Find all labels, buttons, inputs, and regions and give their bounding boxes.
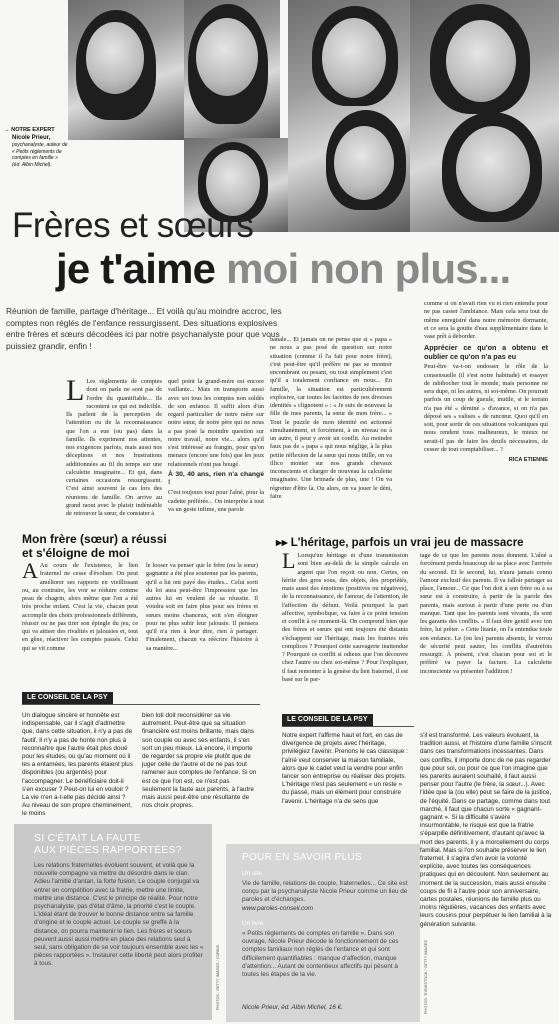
info-site-label: Un site (242, 870, 262, 877)
expert-name: Nicole Prieur, (12, 135, 51, 141)
photo-sisters-1 (68, 0, 186, 140)
right-drop-cap: L (282, 548, 296, 573)
photo-sisters-2 (184, 0, 280, 138)
col2-text: quel point la grand-mère est encore vaillante... Mais on transporte aussi avec soi tous les comptes non soldés de son enfance. Il suffit alors d'un regard particulier de notre mère sur notre sœur, de notre père qui ne nous a pas posé la moindre question sur notre travail, notre vie... alors qu'il s'est intéressé au frangin, pour qu'on menace (encore une fois) que les jeux relationnels n'ont pas bougé. (168, 378, 264, 468)
right-col-b: tage de ce que les parents nous donnent. L'aîné a forcément perdu beaucoup de sa place avec l'arrivée du second. Et le second, lui, n'aura jamais connu l'amour exclusif des parents. Il va falloir partager sa place, l'amour... Ce que l'on doit à son frère ou à sa sœur est à construire, à partir de la parole des parents, mais surtout à partir d'une perte ou d'un manque. Tant que les parents sont vivants, ils sont les garants des conflits. « Il faut être gentil avec ton frère, lui prêter. » Cette litanie, on l'a entendue toute son enfance. Le (ou les) parents absents, le verrou de sécurité peut sauter, les conflits d'autrefois ressurgir. À présent, c'est chacun pour soi et le préféré va payer la facture. La calculette inconsciente va présenter l'addition ! (420, 552, 552, 675)
left-advice-label: LE CONSEIL DE LA PSY (22, 692, 113, 704)
expert-caption (4, 127, 70, 168)
info-site-text: Vie de famille, relations de couple, fraternelles... Ce site est conçu par la psychanalyste Nicole Prieur comme un lieu de paroles et d'échanges. (242, 880, 408, 904)
expert-label: → NOTRE EXPERT (4, 127, 55, 133)
right-advice-rule (282, 726, 414, 727)
info-box-title: POUR EN SAVOIR PLUS (242, 852, 362, 863)
article-col-1 (66, 374, 162, 518)
photo-sisters-3 (288, 0, 410, 232)
headline-gray-part: moi non plus... (226, 245, 511, 292)
right-section-title (276, 536, 556, 550)
sidebar-body: Les relations fraternelles évoluent souvent, et voilà que la nouvelle compagne va mettre du désordre dans le clan. Adieu l'amitié d'antan, la forte fusion. Le couple conjugal va entrer en compétition avec la fratrie, mettre une limite, mettre une distance. C'est le principe de réalité. Pour notre psychanalyste, pas d'état d'âme, la priorité c'est le couple. L'idéal étant de trouver le bonne distance entre sa famille d'origine et le couple actuel. Le couple se greffe à la distance, on pourra maintenir le lien. Les frères et sœurs peuvent aussi aussi mettre en place des relations seul à seul, sans obligation de se voir toujours ensemble avec les « pièces rapportées ». Instaurer cette liberté peut alors profiter à tous. (34, 862, 204, 968)
left-title-line1: Mon frère (sœur) a réussi (22, 532, 167, 546)
right-title-text: L'héritage, parfois un vrai jeu de massacre (290, 537, 524, 549)
right-col-a-text: Lorsqu'un héritage et d'une transmission sont bien au-delà de la simple calcule en argent que l'on reçoit ou non. Certes, on hérite des gros sous, des objets, des propriétés, mais aussi des émotions (positives ou négatives), de la reconnaissance, de l'amour, de l'attention, de l'affection du défunt. Voilà pourquoi la part affective, symbolique, va faire à ce point tension et conflit à ce moment-là. On comprend bien que des frères et sœurs qui ont toujours été distants s'échappent sur l'héritage, mais les fratries très complices ? Pourquoi cette sauvagerie inattendue ? Pourquoi ce conflit si odieux que l'on découvre chez l'autre ou chez soi-même ? Pour l'expliquer, il faut remonter à la genèse du lien fraternel, il est basé sur le par- (282, 552, 408, 683)
left-col-a (22, 558, 138, 653)
left-col-a-text: Au cours de l'existence, le lien fraternel ne cesse d'évoluer. On peut améliorer ses rapports en vieillissant ou, au contraire, les voir se réduire comme peau de chagrin, alors même que l'on a été très proche enfant. C'est la vie, chacun peut accomplir des choix professionnels différents, réussir ou ne pas tirer son épingle du jeu, ce qui va attiser des rivalités et jalousies et, tout en gêne, réactiver les comptes passés. Celui qui se vit comme (22, 562, 138, 652)
intro-text: Réunion de famille, partage d'héritage... Et voilà qu'au moindre accroc, les comptes non réglés de l'enfance ressurgissent. Des situations explosives entre frères et sœurs décodées ici par notre psychanalyste pour que vous puissiez grandir, enfin ! (6, 306, 282, 351)
article-col-3 (270, 336, 392, 503)
col1-text: Les règlements de comptes dont on parle ne sont pas de l'ordre du quantifiable... Ils racontent ce qui est indicible. Ils parlent de la perception de l'attention ou de la reconnaissance que l'on a eue (ou pas) dans la famille. Ils expriment nos attentes, nos exigences parfois, mais aussi nos déceptions et nos frustrations additionnées au fil du temps sur une calculette imaginaire... Et qui, dans certaines occasions ressurgissent. C'est ainsi souvent le cas lors des réunions de famille. On arrive au grand raout avec le plaisir indéniable de retrouver la sœur, de constater à (66, 378, 162, 517)
info-book-ref: Nicole Prieur, éd. Albin Michel, 16 €. (242, 1004, 343, 1011)
photo-sisters-4 (410, 0, 559, 232)
left-col-b: le looser va penser que le frère (ou la sœur) gagnante a été plus soutenue par les parents, qu'il a lui ont payé des études... Celui sorti du lot aura peut-être l'impression que les autres lui en veulent de sa réussite. Il voudra soit en faire plus pour ses frères et sœurs moins chanceux, soit s'en éloigner pour ne plus subir leur jalousie. Il pensera qu'il n'a rien à leur dire, rien à partager. Finalement, chacun va réécrire l'histoire à sa manière... (146, 562, 258, 652)
col2b-text: C'est toujours tout pour l'aîné, pour la cadette préférée... On interprète à tout va un geste infime, une parole (168, 489, 264, 513)
expert-description: psychanalyste, auteur de « Petits règlements de comptes en famille » (12, 142, 68, 162)
col2-subhead: À 30, 40 ans, rien n'a changé ! (168, 470, 264, 486)
info-book-label: Un livre (242, 920, 264, 927)
article-col-2 (168, 378, 264, 516)
left-advice-col-a: Un dialogue sincère et honnête est indispensable, car il s'agit d'admettre que, dans cette situation, il n'y a pas de fautif. Il n'y a pas de honte non plus à reconnaître que l'autre était plus doué pour les études, ou qu'au moment où il les a entamées, les parents étaient plus disponibles (ou argentés) pour l'accompagner. Le bénéficiaire doit-il s'en excuser ? Peut-on lui en vouloir ? La vie n'en a-t-elle pas décidé ainsi ? Au niveau de son propre cheminement, le moins (22, 712, 133, 818)
col4b-text: Peut-être va-t-on endosser le rôle de la consensuelle (il s'est notre habitude) et essayer de rabibocher tout le monde, mais personne ne sera dupe, ni les autres, ni soi-même. On pourrait parfois un coup de gueule, inutile, si le terrain n'a pas été « déminé » d'avance, si on n'a pas déposé ses « valises » de rancœur. Quoi qu'il en soit, pour sortir de ces situations volcaniques qui nous rendent tous malheureux, le mieux ne serait-il pas de faire les deuils nécessaires, de cesser de tout comptabiliser... ? (424, 363, 548, 453)
right-advice-col-a: Notre expert l'affirme haut et fort, en cas de divergence de projets avec l'héritage, privilégiez l'avenir. Prenons le cas classique : l'aîné veut conserver la maison familiale, alors que le cadet veut la vendre pour enfin lancer son entreprise ou réaliser des projets. L'héritage n'est pas seulement « un reste » du passé, mais un élément pour construire l'avenir. L'héritage n'a de sens que (282, 732, 408, 805)
article-col-4 (424, 300, 548, 466)
info-site-url[interactable]: www.paroles-conseil.com (242, 905, 314, 912)
sidebar-credit: PHOTOS : GETTY IMAGES / CORBIS (216, 944, 220, 1010)
left-drop-cap: A (22, 558, 38, 583)
sidebar-box (14, 824, 212, 1020)
byline: RICA ETIENNE (508, 457, 548, 463)
info-box-credit: PHOTOS: THINKSTOCK / GETTY IMAGES (424, 940, 428, 1014)
col1-drop-cap: L (66, 374, 85, 407)
sidebar-title-line1: SI C'ÉTAIT LA FAUTE (34, 832, 141, 844)
left-advice-rule (22, 704, 260, 705)
info-book-text: « Petits règlements de comptes en famille ». Dans son ouvrage, Nicole Prieur décode le fonctionnement de ces comptes familiaux non réglés de l'enfance et qui sont difficilement quantifiables : manque d'affection, manque d'attention... Autant de contentieux affectifs qui pèsent à toutes les étapes de la vie. (242, 930, 399, 979)
expert-publisher: (éd. Albin Michel). (12, 161, 52, 168)
info-box (226, 844, 420, 1022)
headline-line2 (56, 244, 510, 294)
right-advice-col-b: s'il est transformé. Les valeurs évoluent, la tradition aussi, et l'histoire d'une famille s'inscrit dans ces transformations incessantes. Dans ces conflits, il importe donc de ne pas regarder que pour soi, ou pour ce que l'on imagine que les parents auraient souhaité, il faut aussi penser pour l'autre (le frère, la sœur...). Avec l'idée que la (ou elle) peut se faire de la justice, de l'équité. Dans ce partage, comme dans tout marché, il faut que chacun sorte « gagnant-gagnant ». Si la difficulté s'avère insurmontable, le risque est que la fratrie s'éparpille définitivement, d'autant qu'avec la mort des parents, il y a morcellement du corps familial. Mais si l'on souhaite préserver le lien fraternel, il s'agira d'en avoir la volonté explicite, avec toutes les conséquences pratiques qui en découlent. Non seulement au moment de la succession, mais aussi ensuite : coups de fil à l'autre pour son anniversaire, cartes postales, réunions de famille plus ou moins régulières, vacances des enfants avec leurs cousins pour perpétuer le lien familial à la génération suivante. (420, 732, 552, 928)
col3-text: banale... Et jamais on ne pense que si « papa » ne nous a pas posé de question sur notre situation (comme il l'a fait pour notre frère), c'est peut-être qu'il préfère ne pas se montrer encombrant ou pesant, ou tout simplement c'est qu'il a totalement confiance en nous... En famille, la situation est particulièrement explosive, car toutes les facettes de nos diverses identités « clignotent » : « Je suis de nouveau la fille de mes parents, la sœur de mon frère... » Tout le puzzle de mon identité est actionné simultanément, et forcément, à un niveau ou à un autre, il peut y avoir un conflit. Au moindre faux pas de « papa » qui nous néglige, à la plus petite réflexion de la sœur qui nous titille, on va illico monter sur nos grands chevaux inconscients et charger de nouveau la calculette imaginaire. Une brimade de plus, une ! On va régretter d'être là. Ou alors, on va jouer le déni, faire (270, 336, 392, 500)
col4-subhead: Apprécier ce qu'on a obtenu et oublier ce qu'on n'a pas eu (424, 343, 548, 362)
left-title-line2: et s'éloigne de moi (22, 546, 130, 560)
left-advice-col-b: bien loti doit reconsidérer sa vie autrement. Peut-être que sa situation financière est moins brillante, mais dans son couple ou avec ses enfants, il s'en sort un peu mieux. Là encore, il importe de regarder sa propre vie plutôt que de juger celle de l'autre et de ne pas tout ramener aux comptes de l'enfance. Si on est ce que l'on est, ce n'est pas seulement la faute aux parents, à l'autre mais aussi peut-être une résultante de nos choix propres. (142, 712, 257, 810)
right-col-a (282, 548, 408, 684)
sidebar-title (34, 832, 204, 856)
left-section-title (22, 532, 262, 560)
arrow-icon: ▸▸ (276, 537, 291, 549)
col4-text: comme si on n'avait rien vu et rien entendu pour ne pas casser l'ambiance. Mais cela sera tout de même enregistré dans notre mémoire dormante, et ce sera la goutte d'eau supplémentaire dans le vase prêt à déborder. (424, 300, 548, 340)
headline-dark-part: je t'aime (56, 245, 216, 292)
sidebar-title-line2: AUX PIÈCES RAPPORTÉES? (34, 844, 182, 856)
right-advice-label: LE CONSEIL DE LA PSY (282, 714, 373, 726)
headline-line1: Frères et sœurs (12, 206, 254, 245)
